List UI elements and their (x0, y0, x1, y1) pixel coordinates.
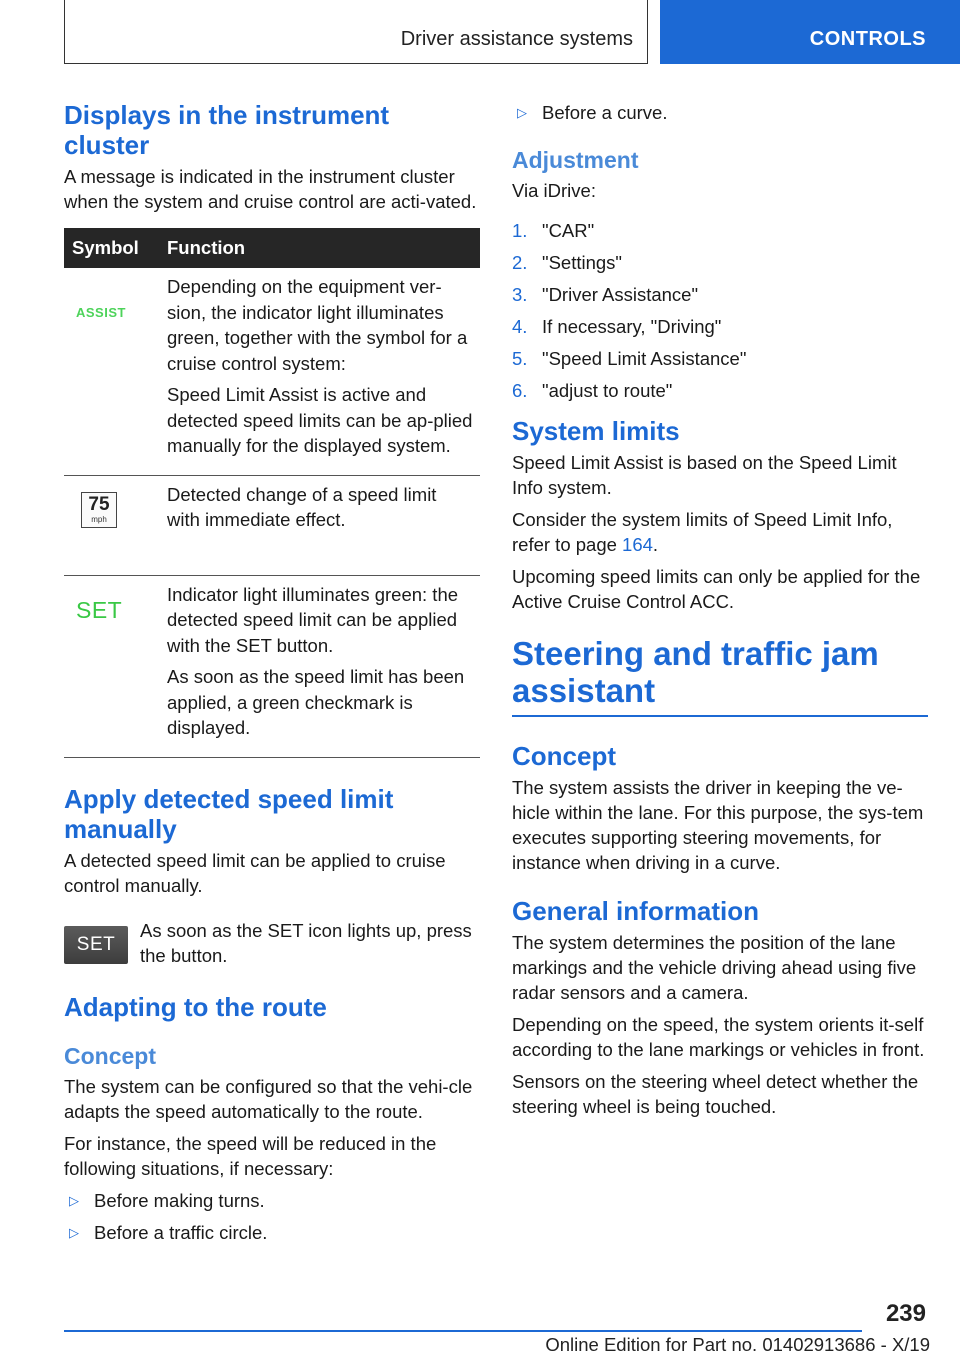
footer-divider (64, 1330, 862, 1332)
set-button-text: As soon as the SET icon lights up, press the button. (140, 919, 472, 966)
list-item (512, 250, 928, 275)
footer-edition: Online Edition for Part no. 01402913686 - X/19 (545, 1334, 930, 1355)
adjustment-steps (512, 218, 928, 403)
table-row (64, 575, 480, 757)
function-cell (159, 268, 480, 475)
header-chapter-tab (660, 0, 960, 64)
limits-reference-text: Consider the system limits of Speed Limit Info, refer to page (512, 509, 893, 555)
list-item (512, 346, 928, 371)
list-item-text: Before a curve. (542, 102, 668, 123)
symbol-cell (64, 475, 159, 575)
concept2-heading: Concept (512, 741, 616, 771)
table-row (64, 475, 480, 575)
step-number: 5. (512, 348, 528, 369)
assist-indicator-icon: ASSIST (76, 305, 126, 320)
situation-list (64, 1188, 480, 1245)
step-number: 4. (512, 316, 528, 337)
steering-heading: Steering and traffic jam assistant (512, 635, 928, 717)
speed-limit-sign-icon (81, 492, 117, 528)
step-number: 3. (512, 284, 528, 305)
list-item (512, 282, 928, 307)
step-text: "Driver Assistance" (542, 284, 699, 305)
limits-reference-end: . (652, 534, 659, 555)
speed-limit-unit: mph (91, 514, 107, 524)
list-item (512, 314, 928, 339)
step-text: "Settings" (542, 252, 622, 273)
concept2-text: The system assists the driver in keeping the ve-hicle within the lane. For this purpose, the sys-tem executes supporting steering movements, for instance when driving in a curve. (512, 777, 924, 873)
header-chapter-title: CONTROLS (809, 28, 926, 50)
list-item-text: Before making turns. (94, 1189, 265, 1211)
via-idrive-text: Via iDrive: (512, 180, 596, 201)
set-indicator-icon: SET (76, 596, 123, 623)
apply-text: A detected speed limit can be applied to cruise control manually. (64, 849, 446, 896)
apply-heading: Apply detected speed limit manually (64, 783, 394, 844)
step-number: 6. (512, 380, 528, 401)
concept-text: The system can be configured so that the vehi-cle adapts the speed automatically to the route. (64, 1075, 473, 1122)
displays-heading: Displays in the instrument cluster (64, 100, 390, 160)
step-text: "adjust to route" (542, 380, 673, 401)
table-row (64, 268, 480, 475)
function-text: As soon as the speed limit has been applied, a green checkmark is displayed. (167, 666, 465, 738)
function-text: Indicator light illuminates green: the detected speed limit can be applied with the SET button. (167, 583, 459, 656)
symbol-table (64, 228, 480, 758)
left-column (64, 100, 480, 1252)
triangle-bullet-icon: ▷ (69, 1192, 79, 1208)
right-column (512, 100, 928, 1126)
function-cell (159, 575, 480, 757)
symbol-cell (64, 575, 159, 757)
instance-text: For instance, the speed will be reduced in the following situations, if necessary: (64, 1132, 437, 1179)
function-text: Speed Limit Assist is active and detected speed limits can be ap-plied manually for the displayed system. (167, 384, 473, 456)
general-text: Sensors on the steering wheel detect whether the steering wheel is being touched. (512, 1071, 919, 1117)
limits-reference (512, 507, 928, 557)
col-function-header: Function (159, 228, 480, 268)
function-text: Depending on the equipment ver-sion, the indicator light illuminates green, together with the symbol for a cruise control system: (167, 276, 468, 374)
step-text: "Speed Limit Assistance" (542, 348, 747, 369)
set-button-row (64, 918, 480, 978)
general-heading: General information (512, 896, 760, 926)
page-link[interactable]: 164 (622, 534, 653, 555)
route-heading: Adapting to the route (64, 991, 327, 1022)
list-item (64, 1188, 480, 1213)
speed-limit-value: 75 (88, 493, 110, 515)
symbol-cell (64, 268, 159, 475)
step-text: "CAR" (542, 220, 595, 241)
limits-text: Upcoming speed limits can only be applied for the Active Cruise Control ACC. (512, 566, 921, 612)
list-item (512, 100, 928, 125)
list-item (64, 1220, 480, 1245)
step-number: 1. (512, 220, 528, 241)
general-text: The system determines the position of the lane markings and the vehicle driving ahead using five radar sensors and a camera. (512, 932, 917, 1003)
col-symbol-header: Symbol (64, 228, 159, 268)
triangle-bullet-icon: ▷ (517, 105, 527, 120)
set-button-icon: SET (64, 926, 128, 964)
situation-list-continued (512, 100, 928, 125)
header-section-box (64, 0, 648, 64)
list-item-text: Before a traffic circle. (94, 1221, 268, 1243)
limits-heading: System limits (512, 416, 680, 446)
function-text: Detected change of a speed limit with immediate effect. (167, 483, 437, 530)
function-cell (159, 475, 480, 575)
triangle-bullet-icon: ▷ (69, 1224, 79, 1240)
general-text: Depending on the speed, the system orients it-self according to the lane markings or vehicles in front. (512, 1014, 925, 1060)
header-section-title: Driver assistance systems (400, 28, 633, 50)
page-number: 239 (885, 1300, 926, 1327)
step-text: If necessary, "Driving" (542, 316, 722, 337)
list-item (512, 378, 928, 403)
adjustment-heading: Adjustment (512, 147, 639, 173)
table-header-row (64, 228, 480, 268)
step-number: 2. (512, 252, 528, 273)
concept-heading: Concept (64, 1042, 156, 1069)
list-item (512, 218, 928, 243)
displays-intro: A message is indicated in the instrument cluster when the system and cruise control are acti-vated. (64, 166, 477, 212)
limits-text: Speed Limit Assist is based on the Speed Limit Info system. (512, 452, 897, 498)
